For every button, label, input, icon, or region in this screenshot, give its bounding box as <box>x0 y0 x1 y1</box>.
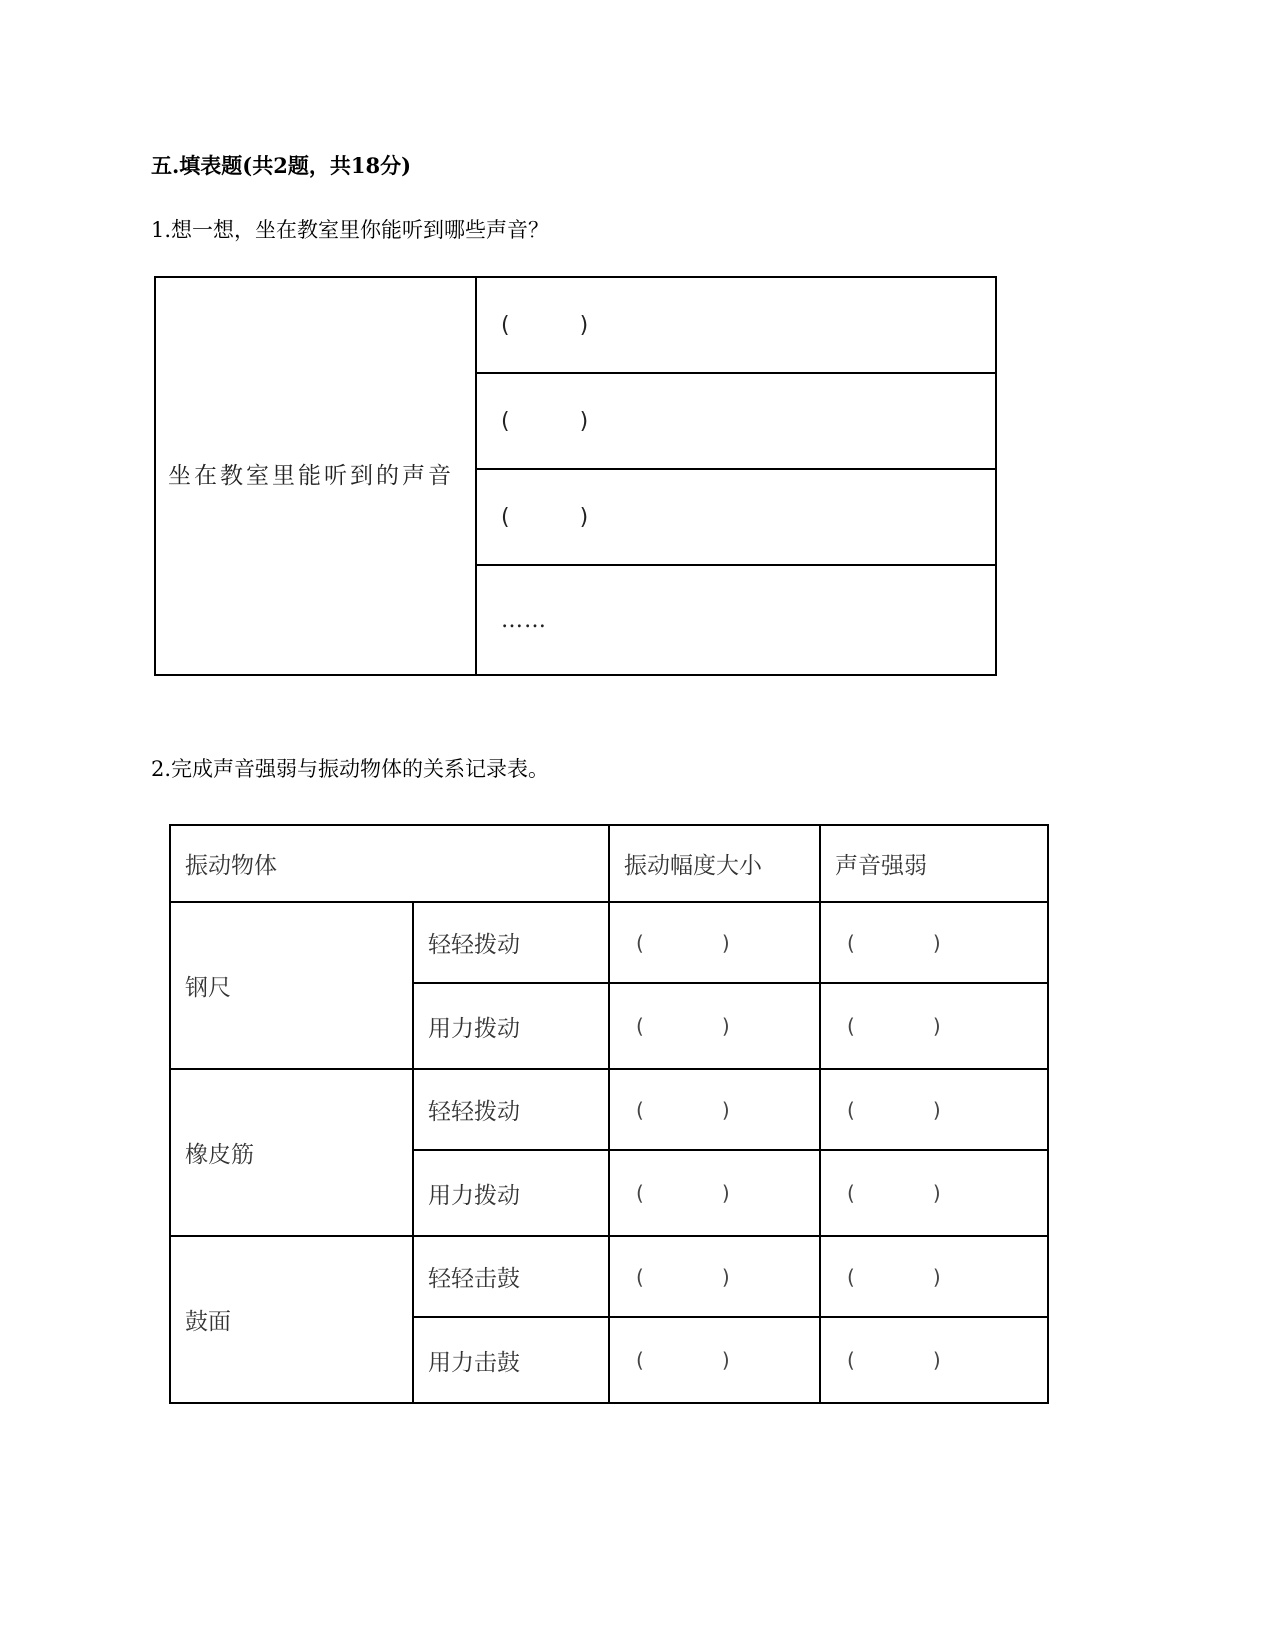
amplitude-blank[interactable]: ( ) <box>609 1317 820 1403</box>
loudness-blank[interactable]: ( ) <box>820 1150 1048 1236</box>
amplitude-blank[interactable]: ( ) <box>609 1150 820 1236</box>
action-label: 用力击鼓 <box>413 1317 609 1403</box>
section-title: 五.填表题(共2题，共18分) <box>151 153 412 178</box>
loudness-blank[interactable]: ( ) <box>820 1236 1048 1317</box>
loudness-blank[interactable]: ( ) <box>820 983 1048 1069</box>
action-label: 用力拨动 <box>413 1150 609 1236</box>
header-amplitude: 振动幅度大小 <box>609 825 820 902</box>
amplitude-blank[interactable]: ( ) <box>609 1236 820 1317</box>
question-1-prompt: 1.想一想，坐在教室里你能听到哪些声音？ <box>151 218 550 242</box>
sound-answer-cell-2[interactable] <box>476 373 996 469</box>
action-label: 轻轻拨动 <box>413 902 609 983</box>
blank[interactable]: ( ) <box>501 504 589 530</box>
header-loudness: 声音强弱 <box>820 825 1048 902</box>
blank[interactable]: ( ) <box>501 312 589 338</box>
sound-ellipsis-cell: …… <box>476 565 996 675</box>
sound-answer-cell-1[interactable] <box>476 277 996 373</box>
amplitude-blank[interactable]: ( ) <box>609 902 820 983</box>
sounds-row-label: 坐在教室里能听到的声音 <box>155 277 476 675</box>
action-label: 用力拨动 <box>413 983 609 1069</box>
sounds-table <box>154 276 997 676</box>
object-name: 钢尺 <box>170 902 413 1069</box>
loudness-blank[interactable]: ( ) <box>820 902 1048 983</box>
object-name: 鼓面 <box>170 1236 413 1403</box>
header-object: 振动物体 <box>170 825 609 902</box>
loudness-blank[interactable]: ( ) <box>820 1317 1048 1403</box>
blank[interactable]: ( ) <box>501 408 589 434</box>
amplitude-blank[interactable]: ( ) <box>609 1069 820 1150</box>
question-2-prompt: 2.完成声音强弱与振动物体的关系记录表。 <box>151 757 550 781</box>
vibration-table <box>169 824 1049 1404</box>
amplitude-blank[interactable]: ( ) <box>609 983 820 1069</box>
action-label: 轻轻拨动 <box>413 1069 609 1150</box>
loudness-blank[interactable]: ( ) <box>820 1069 1048 1150</box>
sound-answer-cell-3[interactable] <box>476 469 996 565</box>
object-name: 橡皮筋 <box>170 1069 413 1236</box>
action-label: 轻轻击鼓 <box>413 1236 609 1317</box>
